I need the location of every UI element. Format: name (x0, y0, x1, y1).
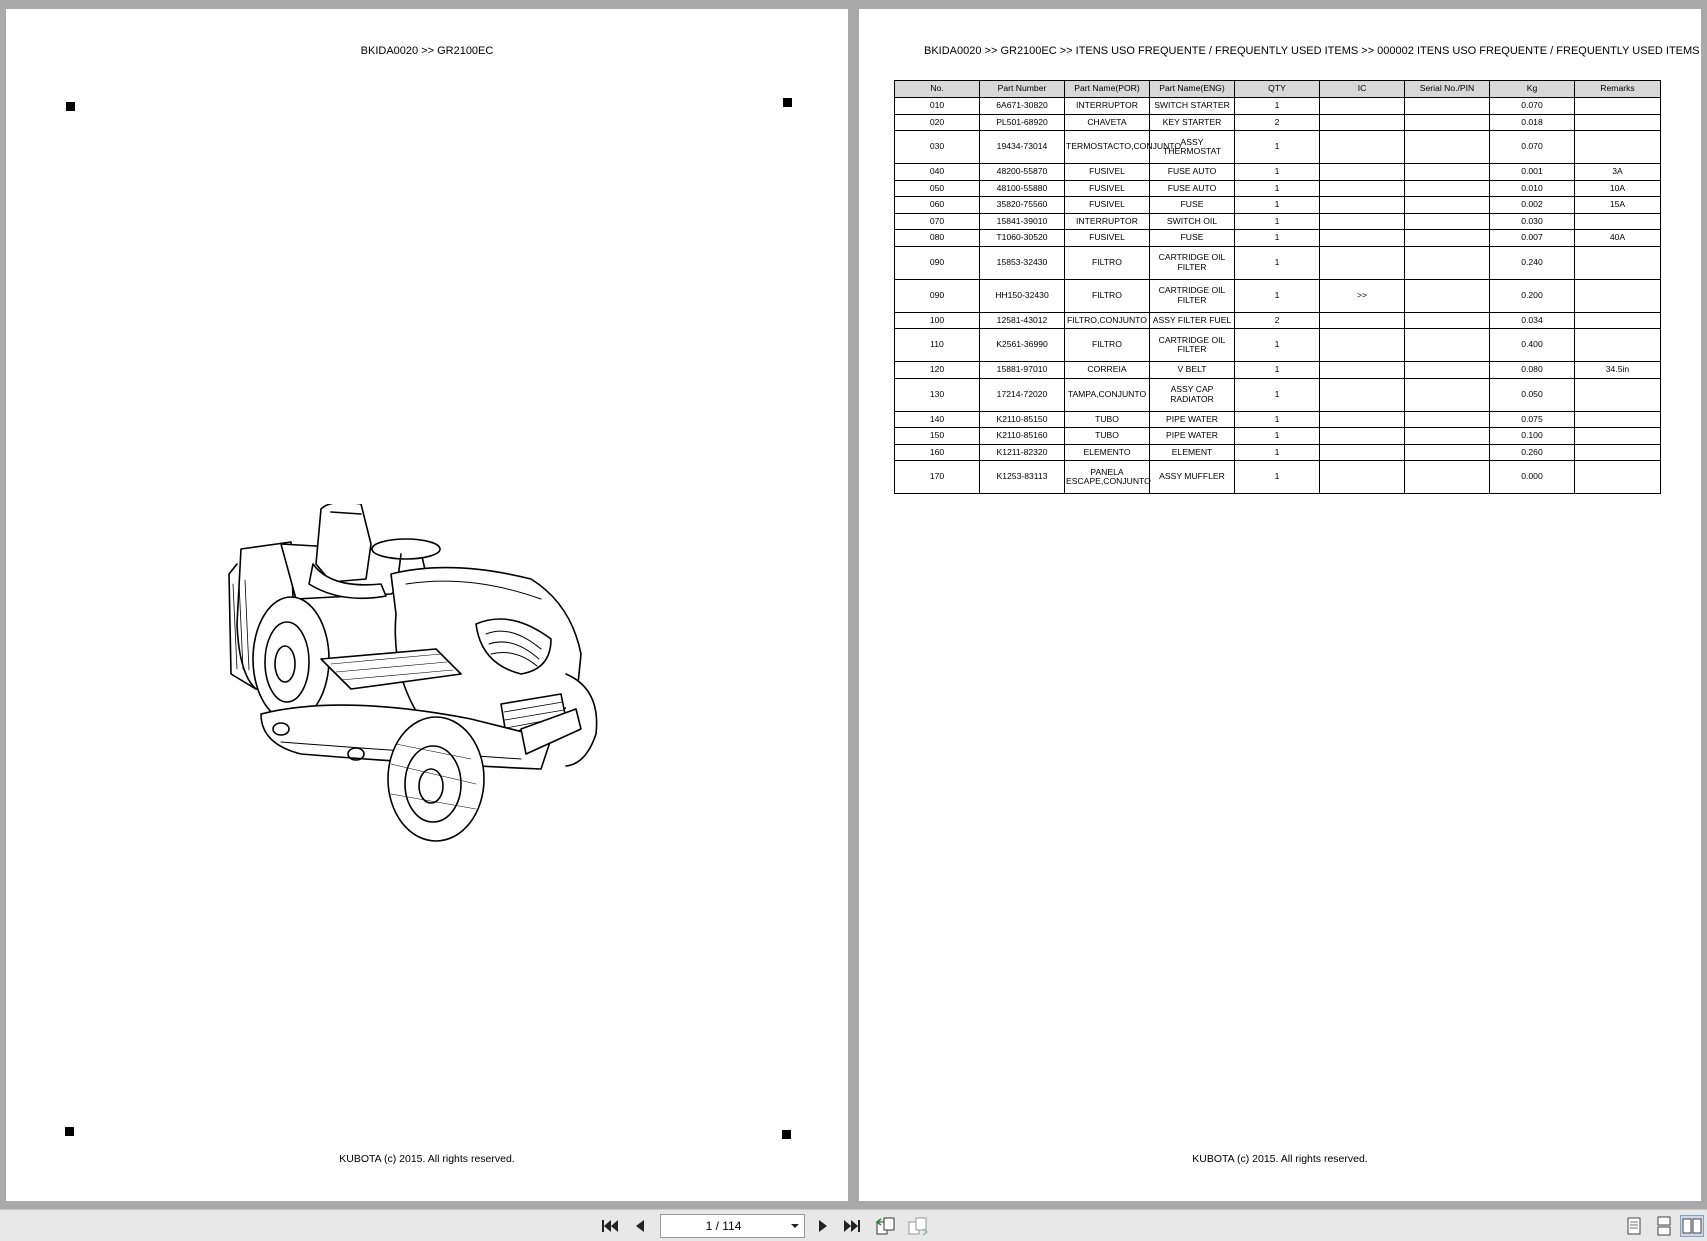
cell-ic (1320, 362, 1405, 379)
cell-no: 130 (895, 378, 980, 411)
cell-qty: 1 (1235, 362, 1320, 379)
cell-qty: 1 (1235, 378, 1320, 411)
cell-qty: 2 (1235, 312, 1320, 329)
cell-part-name-eng: CARTRIDGE OIL FILTER (1150, 329, 1235, 362)
cell-part-number: 12581-43012 (980, 312, 1065, 329)
cell-part-name-por: FUSIVEL (1065, 180, 1150, 197)
cell-no: 040 (895, 164, 980, 181)
column-header: IC (1320, 81, 1405, 98)
cell-no: 110 (895, 329, 980, 362)
cell-kg: 0.075 (1490, 411, 1575, 428)
right-page (859, 9, 1701, 1201)
cell-remarks (1575, 312, 1661, 329)
cell-no: 150 (895, 428, 980, 445)
cell-part-name-por: FUSIVEL (1065, 230, 1150, 247)
cell-serial (1405, 279, 1490, 312)
cell-no: 140 (895, 411, 980, 428)
cell-serial (1405, 444, 1490, 461)
cell-part-name-por: INTERRUPTOR (1065, 213, 1150, 230)
cell-qty: 2 (1235, 114, 1320, 131)
cell-part-number: 15853-32430 (980, 246, 1065, 279)
cell-ic (1320, 164, 1405, 181)
cell-ic (1320, 411, 1405, 428)
cell-ic (1320, 246, 1405, 279)
cell-qty: 1 (1235, 230, 1320, 247)
cell-part-name-por: INTERRUPTOR (1065, 98, 1150, 115)
cell-part-number: HH150-32430 (980, 279, 1065, 312)
cell-kg: 0.018 (1490, 114, 1575, 131)
cell-qty: 1 (1235, 213, 1320, 230)
table-header-row (895, 81, 1661, 98)
last-page-button[interactable] (840, 1215, 864, 1237)
cell-qty: 1 (1235, 444, 1320, 461)
cell-ic (1320, 98, 1405, 115)
cell-remarks: 40A (1575, 230, 1661, 247)
cell-qty: 1 (1235, 279, 1320, 312)
cell-qty: 1 (1235, 461, 1320, 494)
cell-remarks (1575, 279, 1661, 312)
left-page-header: BKIDA0020 >> GR2100EC (360, 45, 494, 57)
cell-kg: 0.002 (1490, 197, 1575, 214)
table-row (895, 180, 1661, 197)
column-header: Part Name(POR) (1065, 81, 1150, 98)
go-back-view-icon (875, 1216, 897, 1236)
cell-serial (1405, 230, 1490, 247)
cell-serial (1405, 98, 1490, 115)
table-row (895, 444, 1661, 461)
cell-kg: 0.200 (1490, 279, 1575, 312)
table-row (895, 213, 1661, 230)
cell-qty: 1 (1235, 246, 1320, 279)
cell-remarks: 15A (1575, 197, 1661, 214)
cell-ic (1320, 180, 1405, 197)
cell-ic (1320, 428, 1405, 445)
cell-kg: 0.070 (1490, 98, 1575, 115)
table-row (895, 461, 1661, 494)
facing-pages-view-button[interactable] (1680, 1215, 1704, 1237)
cell-serial (1405, 329, 1490, 362)
cell-part-number: 15881-97010 (980, 362, 1065, 379)
cell-part-name-por: PANELA ESCAPE,CONJUNTO (1065, 461, 1150, 494)
cell-serial (1405, 312, 1490, 329)
cell-part-name-por: CHAVETA (1065, 114, 1150, 131)
cell-ic (1320, 230, 1405, 247)
next-page-icon (816, 1218, 830, 1234)
cell-no: 090 (895, 246, 980, 279)
table-row (895, 362, 1661, 379)
cell-kg: 0.007 (1490, 230, 1575, 247)
cell-part-name-por: FUSIVEL (1065, 164, 1150, 181)
cell-remarks (1575, 411, 1661, 428)
table-row (895, 114, 1661, 131)
column-header: Part Number (980, 81, 1065, 98)
cell-qty: 1 (1235, 98, 1320, 115)
viewer-toolbar (0, 1209, 1707, 1241)
cell-no: 090 (895, 279, 980, 312)
go-forward-view-button[interactable] (906, 1215, 930, 1237)
previous-page-icon (633, 1218, 647, 1234)
facing-pages-icon (1682, 1217, 1702, 1235)
cell-part-name-eng: FUSE AUTO (1150, 164, 1235, 181)
previous-page-button[interactable] (628, 1215, 652, 1237)
cell-no: 170 (895, 461, 980, 494)
cell-part-number: K2110-85150 (980, 411, 1065, 428)
cell-part-name-eng: ASSY MUFFLER (1150, 461, 1235, 494)
cell-qty: 1 (1235, 428, 1320, 445)
cell-remarks (1575, 444, 1661, 461)
cell-ic (1320, 378, 1405, 411)
cell-part-name-eng: FUSE (1150, 230, 1235, 247)
continuous-page-icon (1656, 1216, 1672, 1236)
cell-serial (1405, 362, 1490, 379)
cell-part-name-eng: PIPE WATER (1150, 411, 1235, 428)
cell-no: 070 (895, 213, 980, 230)
cell-part-name-por: TUBO (1065, 411, 1150, 428)
cell-qty: 1 (1235, 329, 1320, 362)
right-page-header: BKIDA0020 >> GR2100EC >> ITENS USO FREQUENTE / FREQUENTLY USED ITEMS >> 000002 ITENS USO FREQUENTE / FREQUENTLY USED ITEMS (924, 45, 1700, 57)
cell-serial (1405, 461, 1490, 494)
cell-remarks (1575, 329, 1661, 362)
registration-mark (783, 98, 792, 107)
cell-part-number: 17214-72020 (980, 378, 1065, 411)
registration-mark (782, 1130, 791, 1139)
table-row (895, 197, 1661, 214)
parts-table (894, 80, 1661, 494)
cell-part-name-por: TAMPA,CONJUNTO (1065, 378, 1150, 411)
continuous-page-view-button[interactable] (1652, 1215, 1676, 1237)
cell-serial (1405, 411, 1490, 428)
cell-remarks (1575, 246, 1661, 279)
table-row (895, 164, 1661, 181)
cell-part-number: 35820-75560 (980, 197, 1065, 214)
lawn-tractor-illustration (221, 504, 641, 889)
cell-part-name-eng: CARTRIDGE OIL FILTER (1150, 246, 1235, 279)
cell-remarks: 10A (1575, 180, 1661, 197)
cell-part-name-por: FILTRO (1065, 246, 1150, 279)
cell-remarks (1575, 114, 1661, 131)
cell-ic (1320, 312, 1405, 329)
cell-serial (1405, 246, 1490, 279)
cell-kg: 0.001 (1490, 164, 1575, 181)
cell-part-number: 48200-55870 (980, 164, 1065, 181)
cell-kg: 0.100 (1490, 428, 1575, 445)
cell-ic: >> (1320, 279, 1405, 312)
column-header: Remarks (1575, 81, 1661, 98)
cell-part-name-por: ELEMENTO (1065, 444, 1150, 461)
column-header: QTY (1235, 81, 1320, 98)
cell-no: 080 (895, 230, 980, 247)
cell-part-name-eng: KEY STARTER (1150, 114, 1235, 131)
cell-kg: 0.010 (1490, 180, 1575, 197)
table-row (895, 246, 1661, 279)
cell-remarks: 34.5in (1575, 362, 1661, 379)
cell-ic (1320, 444, 1405, 461)
table-row (895, 279, 1661, 312)
cell-part-name-eng: ASSY THERMOSTAT (1150, 131, 1235, 164)
cell-no: 060 (895, 197, 980, 214)
registration-mark (65, 1127, 74, 1136)
cell-part-number: K1253-83113 (980, 461, 1065, 494)
cell-part-name-eng: ELEMENT (1150, 444, 1235, 461)
table-row (895, 378, 1661, 411)
cell-no: 160 (895, 444, 980, 461)
cell-part-number: K2561-36990 (980, 329, 1065, 362)
cell-no: 050 (895, 180, 980, 197)
first-page-button[interactable] (598, 1215, 622, 1237)
table-row (895, 329, 1661, 362)
cell-part-name-eng: ASSY FILTER FUEL (1150, 312, 1235, 329)
cell-part-number: 15841-39010 (980, 213, 1065, 230)
cell-remarks: 3A (1575, 164, 1661, 181)
cell-part-name-por: TERMOSTACTO,CONJUNTO (1065, 131, 1150, 164)
table-row (895, 230, 1661, 247)
cell-part-number: T1060-30520 (980, 230, 1065, 247)
cell-ic (1320, 329, 1405, 362)
cell-part-name-por: CORREIA (1065, 362, 1150, 379)
cell-kg: 0.034 (1490, 312, 1575, 329)
column-header: No. (895, 81, 980, 98)
cell-serial (1405, 213, 1490, 230)
cell-serial (1405, 131, 1490, 164)
cell-part-name-eng: FUSE (1150, 197, 1235, 214)
cell-kg: 0.050 (1490, 378, 1575, 411)
cell-part-name-eng: PIPE WATER (1150, 428, 1235, 445)
table-row (895, 411, 1661, 428)
first-page-icon (601, 1218, 619, 1234)
table-row (895, 312, 1661, 329)
cell-qty: 1 (1235, 197, 1320, 214)
table-row (895, 98, 1661, 115)
cell-serial (1405, 428, 1490, 445)
cell-kg: 0.070 (1490, 131, 1575, 164)
page-dropdown-button[interactable] (786, 1223, 804, 1229)
cell-part-name-por: FILTRO,CONJUNTO (1065, 312, 1150, 329)
cell-ic (1320, 131, 1405, 164)
cell-no: 020 (895, 114, 980, 131)
cell-no: 030 (895, 131, 980, 164)
cell-part-name-por: FUSIVEL (1065, 197, 1150, 214)
cell-serial (1405, 114, 1490, 131)
cell-qty: 1 (1235, 411, 1320, 428)
cell-qty: 1 (1235, 131, 1320, 164)
cell-qty: 1 (1235, 164, 1320, 181)
chevron-down-icon (790, 1223, 800, 1229)
cell-kg: 0.000 (1490, 461, 1575, 494)
cell-no: 120 (895, 362, 980, 379)
cell-part-name-eng: SWITCH STARTER (1150, 98, 1235, 115)
cell-kg: 0.240 (1490, 246, 1575, 279)
go-forward-view-icon (907, 1216, 929, 1236)
go-back-view-button[interactable] (874, 1215, 898, 1237)
cell-ic (1320, 197, 1405, 214)
cell-part-name-eng: FUSE AUTO (1150, 180, 1235, 197)
cell-part-number: K1211-82320 (980, 444, 1065, 461)
cell-serial (1405, 180, 1490, 197)
cell-part-name-por: TUBO (1065, 428, 1150, 445)
cell-qty: 1 (1235, 180, 1320, 197)
cell-part-name-por: FILTRO (1065, 279, 1150, 312)
cell-part-number: K2110-85160 (980, 428, 1065, 445)
cell-part-name-por: FILTRO (1065, 329, 1150, 362)
next-page-button[interactable] (811, 1215, 835, 1237)
single-page-view-button[interactable] (1622, 1215, 1646, 1237)
cell-remarks (1575, 378, 1661, 411)
registration-mark (66, 102, 75, 111)
page-number-input[interactable] (660, 1214, 805, 1238)
column-header: Serial No./PIN (1405, 81, 1490, 98)
cell-part-name-eng: ASSY CAP RADIATOR (1150, 378, 1235, 411)
cell-serial (1405, 197, 1490, 214)
cell-kg: 0.030 (1490, 213, 1575, 230)
cell-no: 010 (895, 98, 980, 115)
cell-remarks (1575, 428, 1661, 445)
cell-part-number: 19434-73014 (980, 131, 1065, 164)
cell-remarks (1575, 213, 1661, 230)
single-page-icon (1626, 1216, 1642, 1236)
cell-kg: 0.400 (1490, 329, 1575, 362)
cell-ic (1320, 461, 1405, 494)
cell-remarks (1575, 131, 1661, 164)
column-header: Part Name(ENG) (1150, 81, 1235, 98)
cell-ic (1320, 114, 1405, 131)
left-page (6, 9, 848, 1201)
cell-no: 100 (895, 312, 980, 329)
table-row (895, 428, 1661, 445)
cell-kg: 0.080 (1490, 362, 1575, 379)
cell-serial (1405, 164, 1490, 181)
right-page-footer: KUBOTA (c) 2015. All rights reserved. (1192, 1153, 1368, 1165)
column-header: Kg (1490, 81, 1575, 98)
left-page-footer: KUBOTA (c) 2015. All rights reserved. (339, 1153, 515, 1165)
cell-remarks (1575, 461, 1661, 494)
page-indicator: 1 / 114 (705, 1219, 742, 1233)
cell-part-name-eng: V BELT (1150, 362, 1235, 379)
cell-part-number: PL501-68920 (980, 114, 1065, 131)
cell-part-number: 6A671-30820 (980, 98, 1065, 115)
cell-kg: 0.260 (1490, 444, 1575, 461)
table-row (895, 131, 1661, 164)
cell-part-name-eng: SWITCH OIL (1150, 213, 1235, 230)
last-page-icon (843, 1218, 861, 1234)
cell-serial (1405, 378, 1490, 411)
cell-remarks (1575, 98, 1661, 115)
cell-part-number: 48100-55880 (980, 180, 1065, 197)
cell-ic (1320, 213, 1405, 230)
cell-part-name-eng: CARTRIDGE OIL FILTER (1150, 279, 1235, 312)
